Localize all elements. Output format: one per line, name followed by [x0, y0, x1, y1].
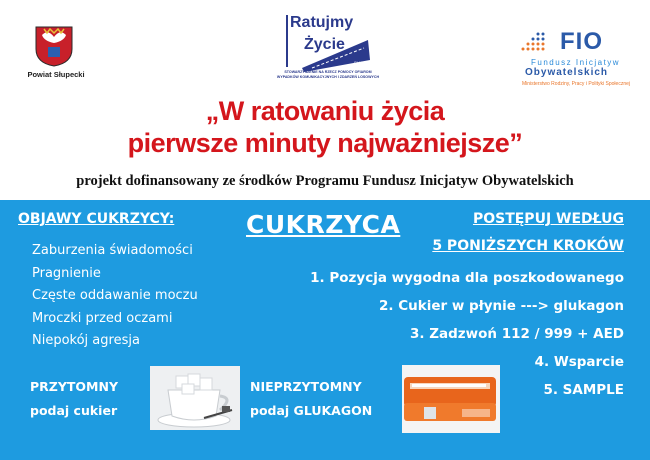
ratujmy-logo-subtitle: STOWARZYSZENIE NA RZECZ POMOCY OFIAROM WYPADKÓW KOMUNIKACYJNYCH I ZDARZEŃ LOSOWYCH — [276, 70, 380, 79]
sugar-cup-image-icon — [150, 366, 240, 430]
glucagon-kit-image-icon — [402, 365, 500, 433]
step-item: 4. Wsparcie — [534, 354, 624, 370]
ratujmy-logo-line2: Życie — [304, 36, 345, 53]
symptom-item: Częste oddawanie moczu — [32, 288, 198, 303]
step-item: 3. Zadzwoń 112 / 999 + AED — [410, 326, 624, 342]
powiat-caption: Powiat Słupecki — [27, 70, 85, 79]
step-item: 1. Pozycja wygodna dla poszkodowanego — [310, 270, 624, 286]
fio-dots-icon — [520, 30, 548, 52]
symptoms-heading: OBJAWY CUKRZYCY: — [18, 211, 175, 227]
fio-logo-line3: Ministerstwo Rodziny, Pracy i Polityki Społecznej — [522, 81, 631, 87]
unconscious-line1: NIEPRZYTOMNY — [250, 379, 362, 394]
symptom-item: Pragnienie — [32, 266, 101, 281]
step-item: 2. Cukier w płynie ---> glukagon — [379, 298, 624, 314]
cukrzyca-heading: CUKRZYCA — [246, 210, 401, 239]
symptom-item: Niepokój agresja — [32, 333, 140, 348]
conscious-line1: PRZYTOMNY — [30, 379, 119, 394]
step-item: 5. SAMPLE — [543, 382, 624, 398]
slupca-badge: SŁUPCA — [354, 60, 371, 65]
main-title-line1: „W ratowaniu życia — [205, 96, 445, 126]
unconscious-line2: podaj GLUKAGON — [250, 403, 373, 418]
symptom-item: Mroczki przed oczami — [32, 311, 173, 326]
steps-heading-line2: 5 PONIŻSZYCH KROKÓW — [432, 238, 624, 254]
powiat-coat-of-arms-icon — [34, 25, 74, 67]
conscious-instruction — [30, 375, 118, 423]
symptom-item: Zaburzenia świadomości — [32, 243, 193, 258]
unconscious-instruction — [250, 375, 372, 423]
steps-heading-line1: POSTĘPUJ WEDŁUG — [472, 211, 624, 227]
ratujmy-logo-line1: Ratujmy — [290, 14, 354, 31]
conscious-line2: podaj cukier — [30, 403, 118, 418]
main-title-line2: pierwsze minuty najważniejsze” — [127, 128, 523, 158]
fio-logo-line1: Fundusz Inicjatyw — [531, 58, 621, 67]
fio-logo-abbrev: FIO — [560, 28, 603, 55]
project-subtitle: projekt dofinansowany ze środków Programu Fundusz Inicjatyw Obywatelskich — [76, 173, 574, 189]
fio-logo-line2: Obywatelskich — [525, 67, 609, 78]
